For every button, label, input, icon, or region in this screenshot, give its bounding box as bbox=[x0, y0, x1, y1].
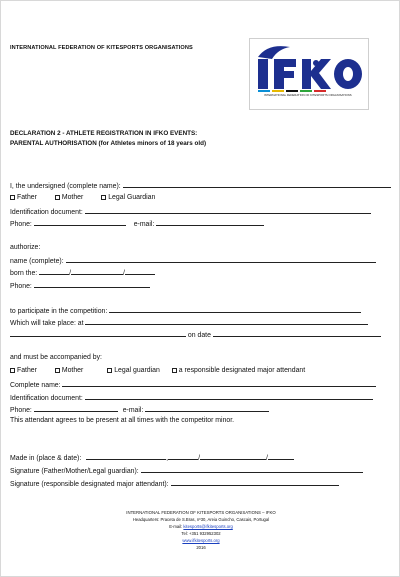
ifko-logo-graphic bbox=[250, 39, 368, 109]
parent-signature-field[interactable] bbox=[141, 465, 363, 473]
email-label: e-mail: bbox=[133, 221, 155, 228]
checkbox-icon bbox=[55, 368, 60, 373]
checkbox-companion-attendant[interactable]: a responsible designated major attendant bbox=[172, 366, 305, 375]
parent-signature-row bbox=[10, 465, 363, 476]
competition-date-field[interactable] bbox=[213, 329, 381, 337]
checkbox-companion-mother[interactable]: Mother bbox=[55, 366, 83, 375]
declarant-id-row bbox=[10, 206, 371, 217]
undersigned-field[interactable] bbox=[123, 180, 391, 188]
place-row bbox=[10, 317, 368, 328]
footer-tel: Tel: +351 932952302 bbox=[181, 530, 221, 536]
companion-id-field[interactable] bbox=[85, 392, 373, 400]
attendant-signature-field[interactable] bbox=[171, 478, 339, 486]
phone-label: Phone: bbox=[10, 221, 32, 228]
athlete-name-field[interactable] bbox=[66, 255, 376, 263]
checkbox-companion-father[interactable]: Father bbox=[10, 366, 37, 375]
companion-phone-label: Phone: bbox=[10, 407, 32, 414]
title-line-1: DECLARATION 2 - ATHLETE REGISTRATION IN IFKO EVENTS: bbox=[10, 130, 198, 137]
footer-year: 2016 bbox=[196, 544, 206, 550]
birth-year-field[interactable] bbox=[125, 267, 155, 275]
competition-field[interactable] bbox=[109, 305, 361, 313]
athlete-birth-row: born the: / / bbox=[10, 267, 155, 278]
made-in-month-field[interactable] bbox=[200, 452, 266, 460]
checkbox-mother[interactable]: Mother bbox=[55, 193, 83, 202]
phone-field[interactable] bbox=[34, 218, 126, 226]
athlete-phone-field[interactable] bbox=[34, 280, 150, 288]
agreement-text: This attendant agrees to be present at all times with the competitor minor. bbox=[10, 417, 235, 424]
place-field-continued[interactable] bbox=[10, 329, 186, 337]
undersigned-row bbox=[10, 180, 391, 191]
athlete-phone-label: Phone: bbox=[10, 283, 32, 290]
companion-phone-field[interactable] bbox=[34, 404, 118, 412]
logo-caption: INTERNATIONAL FEDERATION OF KITESPORTS ORGANISATIONS bbox=[264, 93, 352, 97]
parent-signature-label: Signature (Father/Mother/Legal guardian): bbox=[10, 468, 139, 475]
birth-month-field[interactable] bbox=[71, 267, 123, 275]
ifko-logo bbox=[249, 38, 369, 110]
org-header: INTERNATIONAL FEDERATION OF KITESPORTS ORGANISATIONS bbox=[10, 45, 193, 51]
companion-name-label: Complete name: bbox=[10, 382, 61, 389]
companion-contact-row bbox=[10, 404, 269, 415]
made-in-year-field[interactable] bbox=[268, 452, 294, 460]
declarant-role-row bbox=[10, 193, 171, 202]
footer-email-label: E-mail: bbox=[169, 523, 183, 529]
made-in-place-field[interactable] bbox=[86, 452, 166, 460]
companion-name-field[interactable] bbox=[62, 379, 376, 387]
made-in-label: Made in (place & date): bbox=[10, 455, 82, 462]
undersigned-label: I, the undersigned (complete name): bbox=[10, 183, 121, 190]
id-doc-label: Identification document: bbox=[10, 209, 83, 216]
athlete-phone-row bbox=[10, 280, 150, 291]
companion-role-row bbox=[10, 366, 305, 375]
companion-name-row bbox=[10, 379, 376, 390]
footer-address: Headquarters: Praceta de S.Bras, nº30, Areia Guincho, Cascais, Portugal bbox=[132, 516, 270, 522]
checkbox-companion-legal-guardian[interactable]: Legal guardian bbox=[107, 366, 160, 375]
companion-id-row bbox=[10, 392, 373, 403]
email-field[interactable] bbox=[156, 218, 264, 226]
companion-email-field[interactable] bbox=[145, 404, 269, 412]
checkbox-legal-guardian[interactable]: Legal Guardian bbox=[101, 193, 155, 202]
on-date-label: on date bbox=[187, 332, 211, 339]
checkbox-father[interactable]: Father bbox=[10, 193, 37, 202]
attendant-signature-label: Signature (responsible designated major attendant): bbox=[10, 481, 169, 488]
footer bbox=[1, 510, 400, 551]
place-label: Which will take place: at bbox=[10, 320, 84, 327]
date-row bbox=[10, 329, 381, 340]
checkbox-icon bbox=[107, 368, 112, 373]
companion-id-label: Identification document: bbox=[10, 395, 83, 402]
footer-website-link[interactable]: www.ifkitesports.org bbox=[182, 537, 220, 543]
checkbox-icon bbox=[10, 195, 15, 200]
checkbox-icon bbox=[10, 368, 15, 373]
authorize-label: authorize: bbox=[10, 244, 41, 251]
place-field[interactable] bbox=[85, 317, 368, 325]
made-in-row: Made in (place & date): , / / bbox=[10, 452, 294, 463]
attendant-signature-row bbox=[10, 478, 339, 489]
companion-email-label: e-mail: bbox=[122, 407, 144, 414]
accompanied-label: and must be accompanied by: bbox=[10, 354, 102, 361]
id-doc-field[interactable] bbox=[85, 206, 371, 214]
birth-day-field[interactable] bbox=[39, 267, 69, 275]
competition-label: to participate in the competition: bbox=[10, 308, 108, 315]
checkbox-icon bbox=[172, 368, 177, 373]
declarant-contact-row bbox=[10, 218, 264, 229]
competition-row bbox=[10, 305, 361, 316]
footer-email-row bbox=[1, 524, 400, 531]
title-line-2: PARENTAL AUTHORISATION (for Athletes minors of 18 years old) bbox=[10, 140, 207, 147]
athlete-name-label: name (complete): bbox=[10, 258, 64, 265]
athlete-name-row bbox=[10, 255, 376, 266]
declaration-title bbox=[10, 129, 206, 149]
footer-email-link[interactable]: kitesports@ifkitesports.org bbox=[183, 523, 233, 529]
checkbox-icon bbox=[101, 195, 106, 200]
made-in-day-field[interactable] bbox=[168, 452, 198, 460]
born-label: born the: bbox=[10, 270, 38, 277]
footer-title: INTERNATIONAL FEDERATION OF KITESPORTS ORGANISATIONS – IFKO bbox=[126, 510, 276, 515]
checkbox-icon bbox=[55, 195, 60, 200]
